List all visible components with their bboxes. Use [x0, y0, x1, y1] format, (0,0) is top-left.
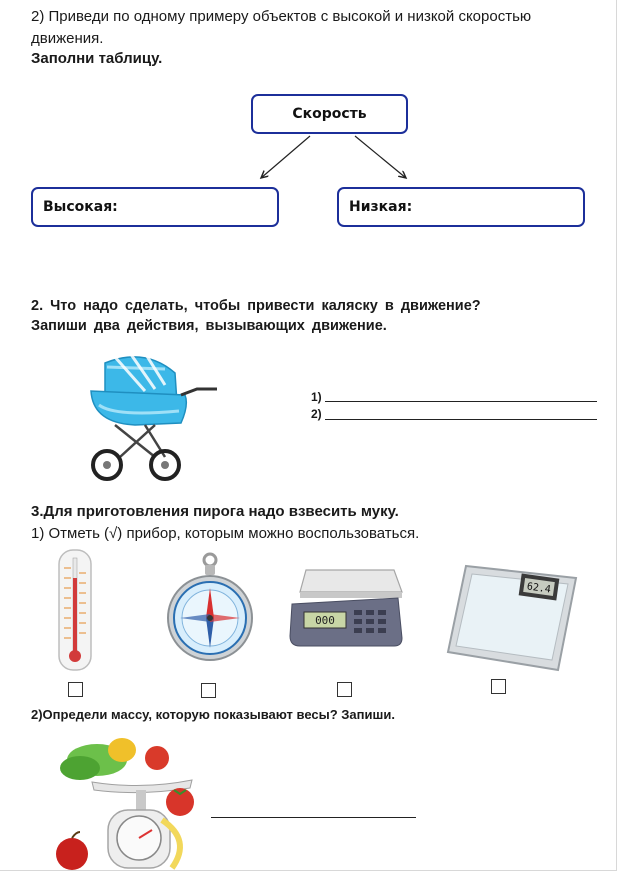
checkbox-kitchen-scale[interactable]: [337, 682, 352, 697]
scale-display-text: 000: [315, 614, 335, 627]
mass-answer-line[interactable]: [211, 817, 416, 818]
stroller-icon: [85, 345, 225, 485]
answer2-line[interactable]: [325, 419, 597, 420]
bathroom-scale-display: 62.4: [526, 581, 552, 596]
bathroom-scale-icon: [446, 560, 584, 672]
answer1-line[interactable]: [325, 401, 597, 402]
low-speed-field[interactable]: Низкая:: [337, 187, 585, 227]
task1-prompt-line2: движения.: [31, 30, 104, 47]
thermometer-icon: [53, 548, 97, 674]
task2-prompt-line2: Запиши два действия, вызывающих движение.: [31, 318, 387, 334]
checkbox-compass[interactable]: [201, 683, 216, 698]
task1-instruction: Заполни таблицу.: [31, 50, 163, 67]
checkbox-thermometer[interactable]: [68, 682, 83, 697]
task3-sub-prompt: 1) Отметь (√) прибор, которым можно воспользоваться.: [31, 525, 420, 542]
task3-prompt: 3.Для приготовления пирога надо взвесить муку.: [31, 503, 399, 520]
checkbox-bathroom-scale[interactable]: [491, 679, 506, 694]
task2-prompt-line1: 2. Что надо сделать, чтобы привести каляску в движение?: [31, 298, 481, 314]
speed-box: Скорость: [251, 94, 408, 134]
arrow-left: [261, 136, 310, 178]
task4-prompt: 2)Определи массу, которую показывают весы? Запиши.: [31, 707, 395, 722]
kitchen-scale-icon: [286, 562, 406, 652]
scale-with-vegetables-icon: [52, 730, 202, 870]
task1-prompt-line1: 2) Приведи по одному примеру объектов с высокой и низкой скоростью: [31, 8, 532, 25]
arrow-right: [355, 136, 406, 178]
answer2-label: 2): [311, 407, 322, 421]
compass-icon: [164, 552, 256, 664]
high-speed-field[interactable]: Высокая:: [31, 187, 279, 227]
answer1-label: 1): [311, 390, 322, 404]
